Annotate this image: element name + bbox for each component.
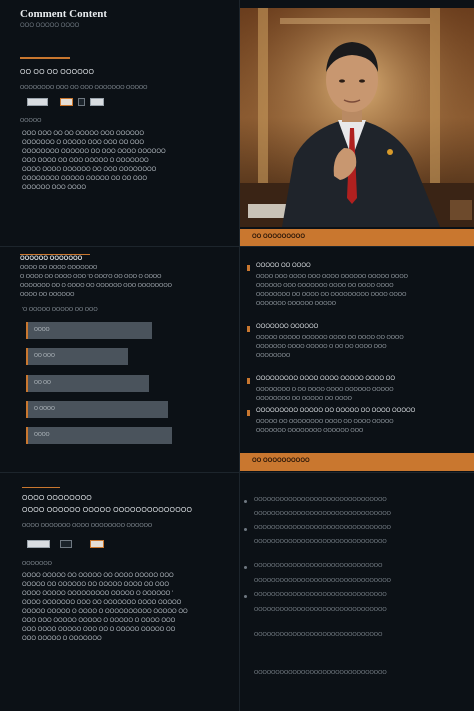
text-line: OOOOOOO OOOOOO OOOOO bbox=[256, 301, 337, 307]
speaker-photo bbox=[240, 8, 474, 227]
tag-chip[interactable] bbox=[90, 540, 104, 548]
secondary-caption-bar bbox=[240, 453, 474, 471]
body-paragraph bbox=[22, 572, 232, 644]
list-line: OOOOOOOOOOOOOOOOOOOOOOOOOOOOOO bbox=[254, 632, 383, 638]
timeline-text bbox=[256, 386, 470, 404]
text-line: OOOOOOOO bbox=[256, 353, 291, 359]
text-line: OOOOO OOOOO OOOOOO OOOO OO OOOO OO OOOO bbox=[256, 335, 404, 341]
chart-label: 'O OOOOO OOOOO OO OOO bbox=[22, 307, 98, 313]
text-line: OOOOOOO O OOOOO OOO OOO OO OOO bbox=[22, 140, 145, 146]
timeline-title: OOOOOOOOO OOOO OOOO OOOOO OOOO OO bbox=[256, 376, 396, 382]
text-line: OOOOO OO OOOOOOOO OOOO OO OOOO OOOOO bbox=[256, 419, 394, 425]
timeline-text bbox=[256, 418, 470, 436]
text-line: OOOOOO OOO OOOO bbox=[22, 185, 87, 191]
small-label: OOOOOOO bbox=[22, 561, 52, 567]
text-line: OOO OOOO OOOOO OOO OO O OOOOO OOOOO OO bbox=[22, 627, 176, 633]
text-line: OOOOOOO OOOOOOOO OOOOOO OOO bbox=[256, 428, 364, 434]
text-line: OOOOOOOO O OO OOOO OOOO OOOOOO OOOOO bbox=[256, 387, 394, 393]
text-line: OOO OOOOO O OOOOOOO bbox=[22, 636, 102, 642]
timeline-title: OOOOO OO OOOO bbox=[256, 263, 311, 269]
accent-rule bbox=[20, 57, 70, 59]
intro-paragraph bbox=[22, 130, 222, 193]
bar-label: OOOO bbox=[34, 327, 50, 333]
section-subheading: OOOO OOOOOO OOOOO OOOOOOOOOOOOOO bbox=[22, 507, 193, 514]
list-line: OOOOOOOOOOOOOOOOOOOOOOOOOOOOOOO bbox=[254, 670, 387, 676]
bar-label: O OOOO bbox=[34, 406, 55, 412]
small-label: OOOOO bbox=[20, 118, 42, 124]
text-line: OOOO OO OOOOOO bbox=[20, 292, 75, 298]
timeline-marker bbox=[247, 378, 250, 384]
tag-chip[interactable] bbox=[27, 540, 50, 548]
brand-subtitle: OOO OOOOO OOOO bbox=[20, 23, 80, 29]
text-line: OOOOO OOOOO O OOOO O OOOOOOOOOO OOOOO OO bbox=[22, 609, 188, 615]
list-line: OOOOOOOOOOOOOOOOOOOOOOOOOOOOOOOO bbox=[254, 578, 391, 584]
section-divider bbox=[0, 246, 474, 247]
tag-chip[interactable] bbox=[90, 98, 104, 106]
tag-chip[interactable] bbox=[60, 540, 72, 548]
timeline-marker bbox=[247, 410, 250, 416]
text-line: OOOOOO OOO OOOOOOO OOOO OO OOOO OOOO bbox=[256, 283, 394, 289]
text-line: OOOOOOOO OO OOOO OO OOOOOOOOO OOOO OOOO bbox=[256, 292, 407, 298]
photo-caption: OO OOOOOOOOO bbox=[252, 234, 306, 240]
bar-label: OOOO bbox=[34, 432, 50, 438]
text-line: OOOOOOOO OO OOOOO OO OOOO bbox=[256, 396, 352, 402]
timeline-title: OOOOOOO OOOOOO bbox=[256, 324, 319, 330]
timeline-marker bbox=[247, 326, 250, 332]
section-lines bbox=[20, 264, 220, 300]
photo-caption-bar bbox=[240, 229, 474, 246]
section-heading: OO OO OO OOOOOO bbox=[20, 69, 95, 76]
list-bar[interactable] bbox=[26, 427, 172, 444]
text-line: OOOOOOOO OOOOO OOOOO OO OO OOO bbox=[22, 176, 148, 182]
timeline-text bbox=[256, 273, 470, 309]
accent-rule bbox=[22, 487, 60, 488]
text-line: OOO OOOO OO OOO OOOOO O OOOOOOO bbox=[22, 158, 149, 164]
list-bullet bbox=[244, 595, 247, 598]
section-divider bbox=[0, 472, 474, 473]
speaker-illustration bbox=[240, 8, 474, 227]
list-line: OOOOOOOOOOOOOOOOOOOOOOOOOOOOOOO bbox=[254, 592, 387, 598]
timeline-marker bbox=[247, 265, 250, 271]
brand-title: Comment Content bbox=[20, 8, 108, 20]
accent-rule bbox=[20, 254, 90, 255]
list-bullet bbox=[244, 566, 247, 569]
list-bar[interactable] bbox=[26, 375, 149, 392]
section-meta: OOOO OOOOOOO OOOO OOOOOOOO OOOOOO bbox=[22, 523, 153, 529]
list-line: OOOOOOOOOOOOOOOOOOOOOOOOOOOOOOO bbox=[254, 607, 387, 613]
list-bar[interactable] bbox=[26, 348, 128, 365]
timeline-title: OOOOOOOOO OOOOO OO OOOOO OO OOOO OOOOO bbox=[256, 408, 416, 414]
text-line: OOOO OOOOOOO OOO OO OOOOOOO OOOO OOOOO bbox=[22, 600, 182, 606]
section-meta: OOOOOOOO OOO OO OOO OOOOOOO OOOOO bbox=[20, 85, 148, 91]
list-line: OOOOOOOOOOOOOOOOOOOOOOOOOOOOOOO bbox=[254, 539, 387, 545]
section-heading: OOOOOO OOOOOOO bbox=[20, 256, 83, 262]
text-line: OOO OOO OOOOO OOOOO O OOOOO O OOOO OOO bbox=[22, 618, 176, 624]
list-bullet bbox=[244, 500, 247, 503]
text-line: OOOOOOO OO O OOOO OO OOOOOO OOO OOOOOOOO bbox=[20, 283, 172, 289]
text-line: OOOOOOO OOOO OOOOO O OO OO OOOO OOO bbox=[256, 344, 387, 350]
section-heading: OOOO OOOOOOOO bbox=[22, 495, 92, 502]
tag-chip[interactable] bbox=[78, 98, 85, 106]
tag-chip[interactable] bbox=[60, 98, 73, 106]
list-line: OOOOOOOOOOOOOOOOOOOOOOOOOOOOOOOO bbox=[254, 511, 391, 517]
list-bar[interactable] bbox=[26, 401, 168, 418]
bar-label: OO OO bbox=[34, 380, 51, 386]
list-line: OOOOOOOOOOOOOOOOOOOOOOOOOOOOOO bbox=[254, 563, 383, 569]
list-line: OOOOOOOOOOOOOOOOOOOOOOOOOOOOOOOO bbox=[254, 525, 391, 531]
text-line: O OOOO OO OOOO OOO 'O OOO'O OO OOO O OOOO bbox=[20, 274, 162, 280]
bar-label: OO OOO bbox=[34, 353, 55, 359]
list-line: OOOOOOOOOOOOOOOOOOOOOOOOOOOOOOO bbox=[254, 497, 387, 503]
secondary-caption: OO OOOOOOOOOO bbox=[252, 458, 310, 464]
text-line: OOOO OO OOOO OOOOOOO bbox=[20, 265, 98, 271]
text-line: OOOOO OO OOOOOO OO OOOOO OOOO OO OOO bbox=[22, 582, 170, 588]
text-line: OOOO OOOOO OO OOOOO OO OOOO OOOOO OOO bbox=[22, 573, 174, 579]
text-line: OOOO OOOO OOOOOO OO OOO OOOOOOOO bbox=[22, 167, 157, 173]
list-bullet bbox=[244, 528, 247, 531]
text-line: OOOOOOOO OOOOOO OO OOO OOOO OOOOOO bbox=[22, 149, 166, 155]
timeline-text bbox=[256, 334, 470, 361]
text-line: OOO OOO OO OO OOOOO OOO OOOOOO bbox=[22, 131, 145, 137]
text-line: OOOO OOO OOOO OOO OOOO OOOOOO OOOOO OOOO bbox=[256, 274, 408, 280]
text-line: OOOO OOOOO OOOOOOOOO OOOOO O OOOOOO ' bbox=[22, 591, 174, 597]
tag-chip[interactable] bbox=[27, 98, 48, 106]
list-bar[interactable] bbox=[26, 322, 152, 339]
